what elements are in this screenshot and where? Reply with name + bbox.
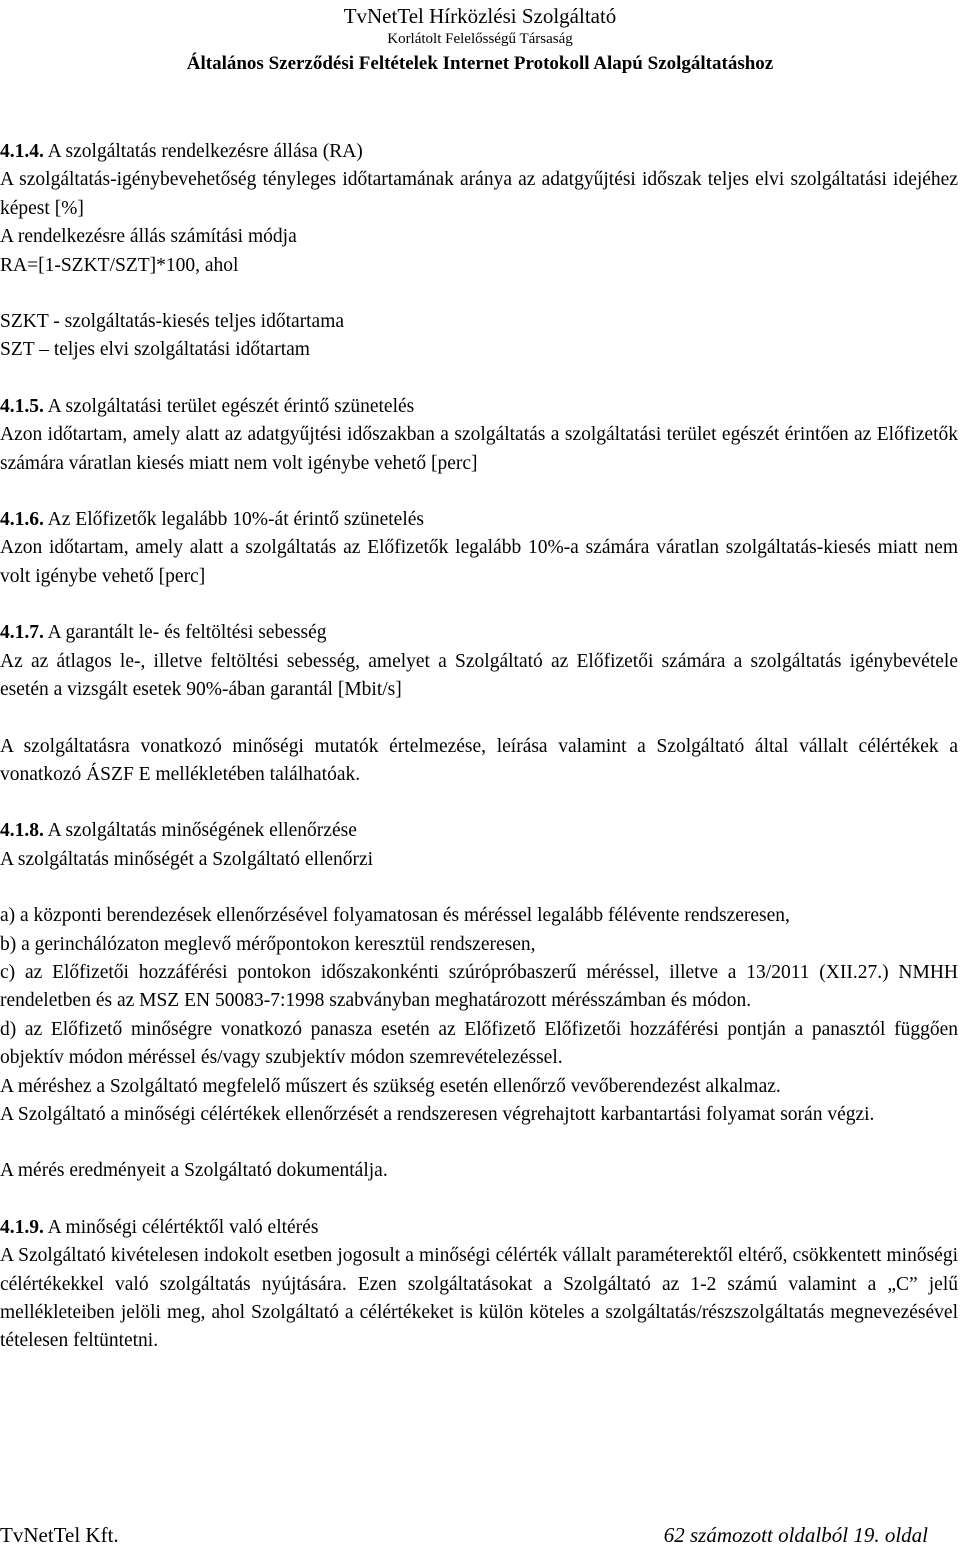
paragraph: Azon időtartam, amely alatt az adatgyűjtési időszakban a szolgáltatás a szolgáltatási terület egészét érintően az Előfizetők számára váratlan kiesés miatt nem volt igénybe vehető [perc] bbox=[0, 424, 958, 474]
paragraph: A szolgáltatásra vonatkozó minőségi mutatók értelmezése, leírása valamint a Szolgáltató által vállalt célértékek a vonatkozó ÁSZF E mellékletében találhatóak. bbox=[0, 735, 958, 785]
paragraph: A szolgáltatás minőségét a Szolgáltató ellenőrzi bbox=[0, 848, 374, 870]
section-number: 4.1.4. bbox=[0, 141, 44, 162]
section-heading-4-1-5 bbox=[0, 393, 958, 421]
section-number: 4.1.9. bbox=[0, 1216, 44, 1238]
header-company: TvNetTel Hírközlési Szolgáltató bbox=[343, 4, 617, 28]
section-heading-4-1-6 bbox=[0, 506, 958, 534]
spacer bbox=[0, 705, 958, 733]
definition: SZKT - szolgáltatás-kiesés teljes időtartama bbox=[0, 311, 345, 333]
section-number: 4.1.7. bbox=[0, 622, 44, 644]
document-body bbox=[0, 138, 958, 1356]
section-heading-4-1-9 bbox=[0, 1214, 958, 1242]
section-title: A szolgáltatási terület egészét érintő szünetelés bbox=[43, 395, 415, 417]
paragraph: A mérés eredményeit a Szolgáltató dokumentálja. bbox=[0, 1160, 388, 1182]
spacer bbox=[0, 365, 958, 393]
section-heading-4-1-7 bbox=[0, 619, 958, 647]
paragraph: Azon időtartam, amely alatt a szolgáltatás az Előfizetők legalább 10%-a számára váratlan szolgáltatás-kiesés miatt nem volt igénybe vehető [perc] bbox=[0, 537, 958, 587]
list-item: c) az Előfizetői hozzáférési pontokon időszakonkénti szúrópróbaszerű méréssel, illetve a 13/2011 (XII.27.) NMHH rendeletben és az MSZ EN 50083-7:1998 szabványban meghatározott mérésszámban és módon. bbox=[0, 961, 958, 1012]
paragraph: A szolgáltatás-igénybevehetőség tényleges időtartamának aránya az adatgyűjtési időszak teljes elvi szolgáltatási idejéhez képest [%] bbox=[0, 169, 958, 219]
paragraph: A Szolgáltató kivételesen indokolt esetben jogosult a minőségi célérték vállalt paraméterektől eltérő, csökkentett minőségi célértékekkel való szolgáltatás nyújtására. Ezen szolgáltatásokat a Szolgáltató az 1-2 számú valamint a „C” jelű mellékleteiben jelöli meg, ahol Szolgáltató a célértékeket is külön köteles a szolgáltatás/részszolgáltatás megnevezésével tételesen feltüntetni. bbox=[0, 1245, 958, 1352]
spacer bbox=[0, 789, 958, 817]
list-item: b) a gerinchálózaton meglevő mérőpontokon keresztül rendszeresen, bbox=[0, 933, 536, 955]
section-title: Az Előfizetők legalább 10%-át érintő szünetelés bbox=[43, 509, 424, 531]
section-title: A szolgáltatás minőségének ellenőrzése bbox=[43, 820, 357, 842]
formula: RA=[1-SZKT/SZT]*100, ahol bbox=[0, 254, 239, 276]
section-number: 4.1.6. bbox=[0, 509, 44, 531]
section-heading-4-1-4 bbox=[0, 138, 958, 166]
footer-page-number: 62 számozott oldalból 19. oldal bbox=[663, 1523, 928, 1547]
paragraph: A Szolgáltató a minőségi célértékek ellenőrzését a rendszeresen végrehajtott karbantartási folyamat során végzi. bbox=[0, 1103, 875, 1125]
paragraph: A méréshez a Szolgáltató megfelelő műszert és szükség esetén ellenőrző vevőberendezést alkalmaz. bbox=[0, 1075, 781, 1097]
spacer bbox=[0, 478, 958, 506]
list-item: a) a központi berendezések ellenőrzésével folyamatosan és méréssel legalább félévente rendszeresen, bbox=[0, 905, 790, 927]
paragraph: Az az átlagos le-, illetve feltöltési sebesség, amelyet a Szolgáltató az Előfizetői számára a szolgáltatás igénybevétele esetén a vizsgált esetek 90%-ában garantál [Mbit/s] bbox=[0, 650, 958, 701]
paragraph: A rendelkezésre állás számítási módja bbox=[0, 226, 297, 248]
section-title: A minőségi célértéktől való eltérés bbox=[43, 1216, 319, 1238]
header-company-type: Korlátolt Felelősségű Társaság bbox=[387, 31, 573, 47]
spacer bbox=[0, 280, 958, 308]
spacer bbox=[0, 1186, 958, 1214]
list-item: d) az Előfizető minőségre vonatkozó panasza esetén az Előfizető Előfizetői hozzáférési pontján a panasztól függően objektív módon méréssel és/vagy szubjektív módon szemrevételezéssel. bbox=[0, 1018, 958, 1069]
spacer bbox=[0, 874, 958, 902]
section-number: 4.1.5. bbox=[0, 395, 44, 417]
section-heading-4-1-8 bbox=[0, 817, 958, 845]
footer-company: TvNetTel Kft. bbox=[0, 1523, 119, 1547]
section-number: 4.1.8. bbox=[0, 820, 44, 842]
section-title: A szolgáltatás rendelkezésre állása (RA) bbox=[43, 141, 363, 162]
definition: SZT – teljes elvi szolgáltatási időtartam bbox=[0, 339, 310, 361]
spacer bbox=[0, 591, 958, 619]
spacer bbox=[0, 1129, 958, 1157]
header-document-title: Általános Szerződési Feltételek Internet Protokoll Alapú Szolgáltatáshoz bbox=[186, 53, 774, 74]
section-title: A garantált le- és feltöltési sebesség bbox=[43, 622, 327, 644]
